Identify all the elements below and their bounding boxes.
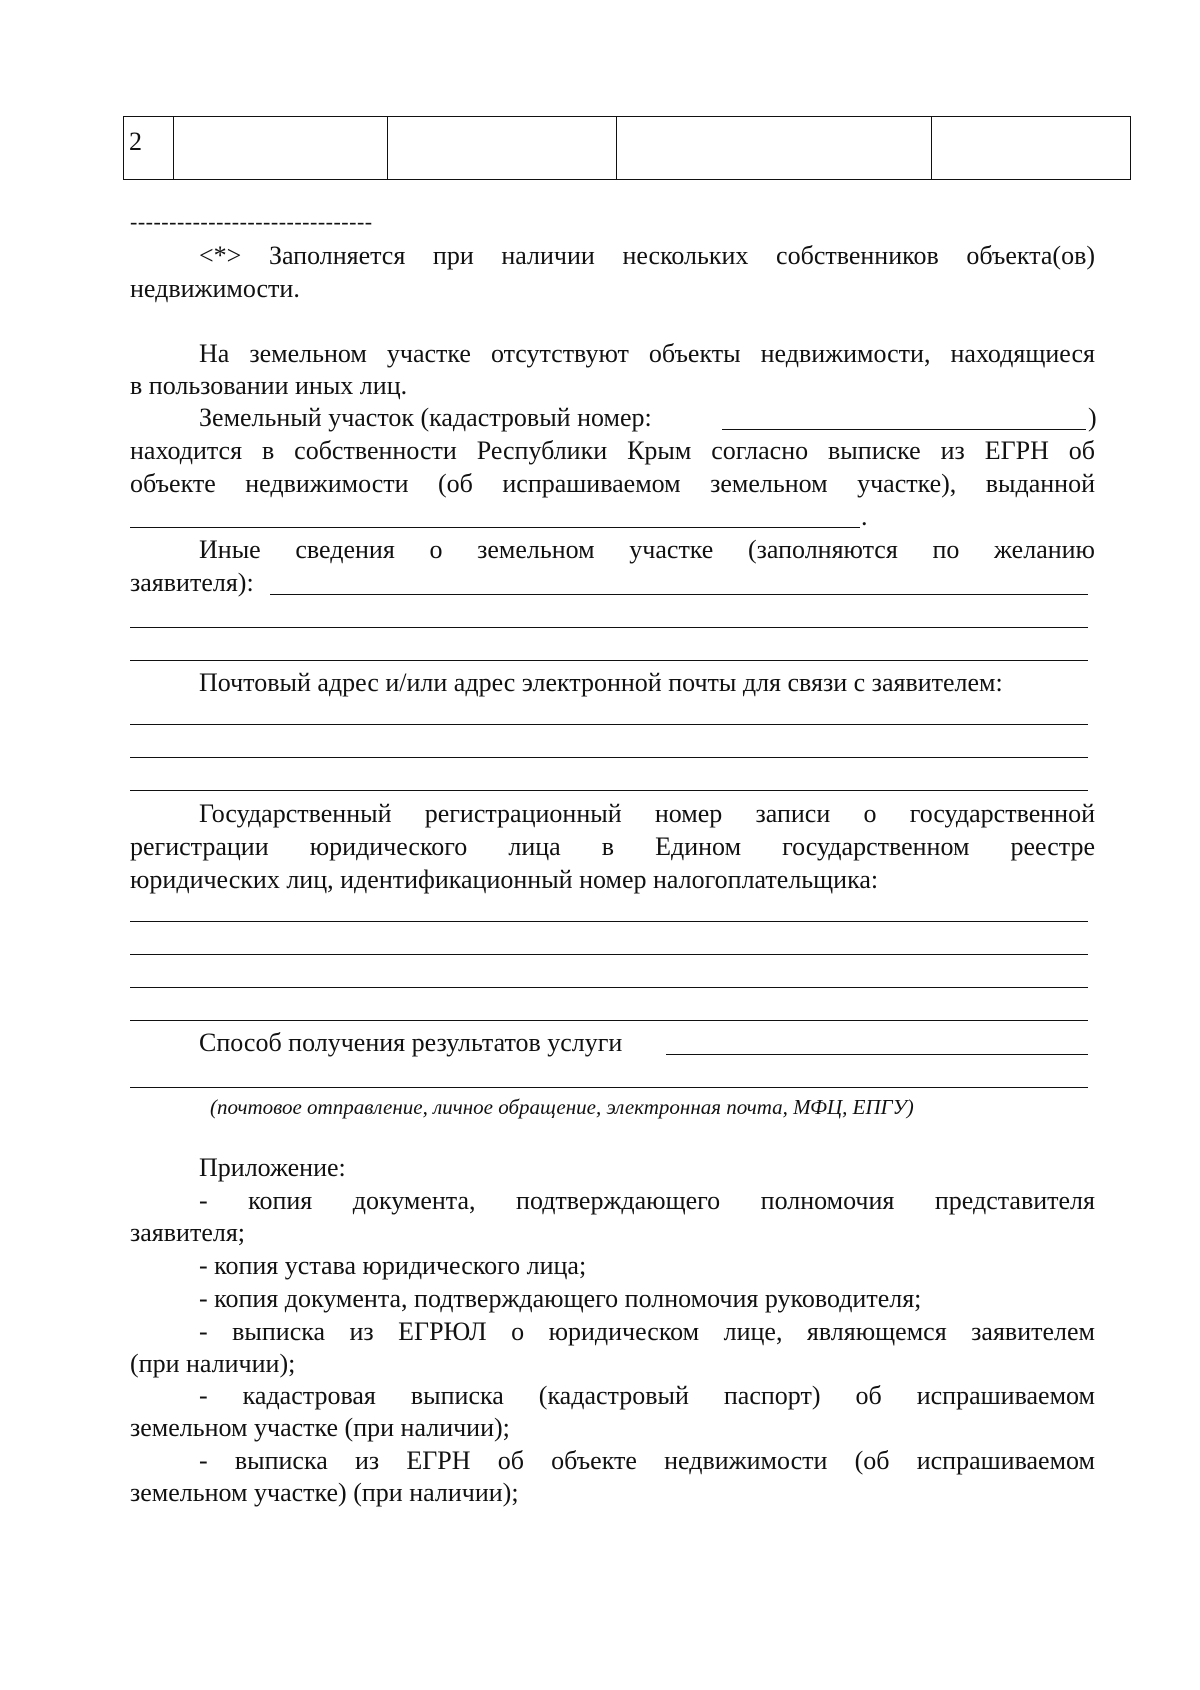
other-info-field[interactable] xyxy=(130,627,1088,628)
table-cell xyxy=(617,117,932,180)
applicant-label: заявителя): xyxy=(130,568,254,597)
footnote-separator: ------------------------------- xyxy=(130,209,373,234)
row-number-cell: 2 xyxy=(124,117,174,180)
owners-table xyxy=(123,116,1131,180)
list-item: - копия устава юридического лица; xyxy=(199,1251,587,1280)
paragraph-line: регистрации юридического лица в Едином государственном реестре xyxy=(130,832,1095,861)
period: . xyxy=(861,502,868,531)
paragraph-line: юридических лиц, идентификационный номер налогоплательщика: xyxy=(130,865,879,894)
list-item: (при наличии); xyxy=(130,1349,296,1378)
paren-close: ) xyxy=(1088,403,1097,432)
paragraph-line: Иные сведения о земельном участке (заполняются по желанию xyxy=(199,535,1095,564)
address-field[interactable] xyxy=(130,757,1088,758)
other-info-field[interactable] xyxy=(130,660,1088,661)
table-cell xyxy=(932,117,1131,180)
table-cell xyxy=(388,117,617,180)
paragraph-line: Государственный регистрационный номер записи о государственной xyxy=(199,799,1095,828)
registration-field[interactable] xyxy=(130,954,1088,955)
list-item: заявителя; xyxy=(130,1218,246,1247)
paragraph-line: в пользовании иных лиц. xyxy=(130,371,408,400)
method-field[interactable] xyxy=(130,1087,1088,1088)
list-item: - выписка из ЕГРН об объекте недвижимости (об испрашиваемом xyxy=(199,1446,1095,1475)
list-item: - кадастровая выписка (кадастровый паспорт) об испрашиваемом xyxy=(199,1381,1095,1410)
table-cell xyxy=(174,117,388,180)
issued-by-field[interactable] xyxy=(130,527,860,528)
paragraph-line: объекте недвижимости (об испрашиваемом земельном участке), выданной xyxy=(130,469,1095,498)
method-field[interactable] xyxy=(666,1054,1088,1055)
address-label: Почтовый адрес и/или адрес электронной почты для связи с заявителем: xyxy=(199,668,1003,697)
address-field[interactable] xyxy=(130,724,1088,725)
list-item: земельном участке (при наличии); xyxy=(130,1413,510,1442)
footnote-line: <*> Заполняется при наличии нескольких собственников объекта(ов) xyxy=(199,241,1095,270)
list-item: - копия документа, подтверждающего полномочия представителя xyxy=(199,1186,1095,1215)
other-info-field[interactable] xyxy=(270,594,1088,595)
paragraph-line: находится в собственности Республики Крым согласно выписке из ЕГРН об xyxy=(130,436,1095,465)
registration-field[interactable] xyxy=(130,921,1088,922)
attachments-title: Приложение: xyxy=(199,1153,346,1182)
cadastral-number-field[interactable] xyxy=(722,429,1086,430)
cadastral-label: Земельный участок (кадастровый номер: xyxy=(199,403,652,432)
registration-field[interactable] xyxy=(130,987,1088,988)
address-field[interactable] xyxy=(130,790,1088,791)
table-row xyxy=(124,117,1131,180)
list-item: - выписка из ЕГРЮЛ о юридическом лице, являющемся заявителем xyxy=(199,1317,1095,1346)
registration-field[interactable] xyxy=(130,1020,1088,1021)
footnote-line: недвижимости. xyxy=(130,274,300,303)
method-label: Способ получения результатов услуги xyxy=(199,1028,623,1057)
paragraph-line: На земельном участке отсутствуют объекты недвижимости, находящиеся xyxy=(199,339,1095,368)
list-item: - копия документа, подтверждающего полномочия руководителя; xyxy=(199,1284,922,1313)
method-hint: (почтовое отправление, личное обращение, электронная почта, МФЦ, ЕПГУ) xyxy=(210,1095,914,1119)
list-item: земельном участке) (при наличии); xyxy=(130,1478,519,1507)
